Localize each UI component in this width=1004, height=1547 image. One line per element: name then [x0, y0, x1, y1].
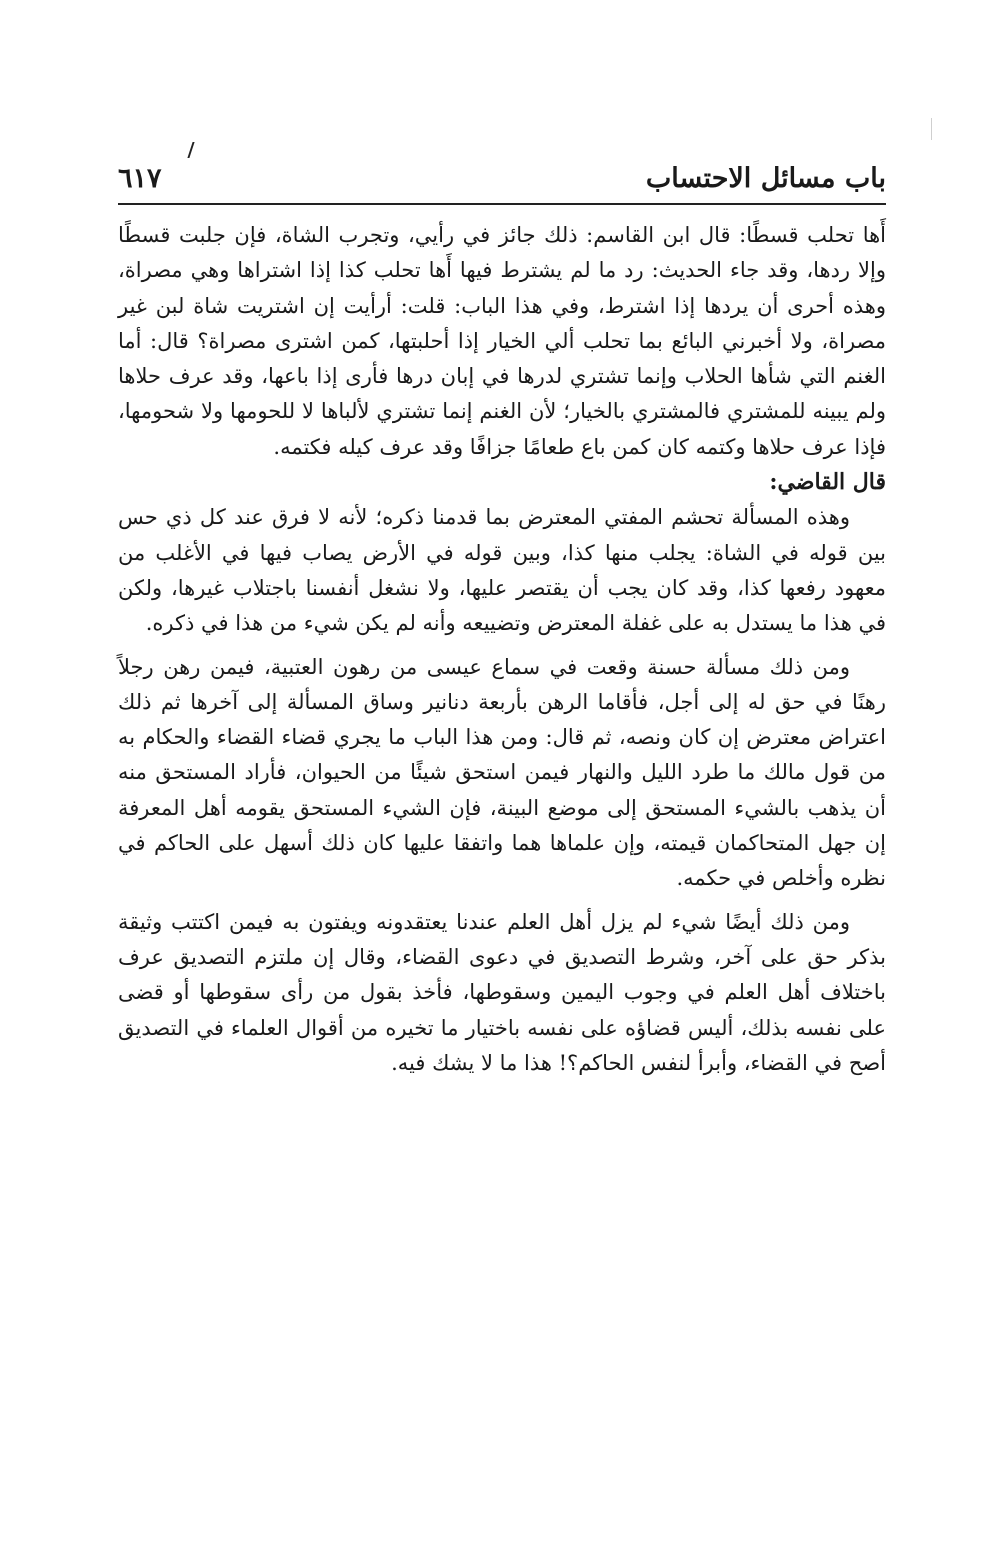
page-body — [118, 218, 886, 1081]
header-rule — [118, 203, 886, 205]
page-number: ٦١٧ — [118, 163, 162, 194]
page-header — [118, 150, 886, 194]
section-heading: قال القاضي: — [769, 469, 886, 496]
body-paragraph: ومن ذلك أيضًا شيء لم يزل أهل العلم عندنا يعتقدونه ويفتون به فيمن اكتتب وثيقة بذكر حق على آخر، وشرط التصديق في دعوى القضاء، وقال إن ملتزم التصديق عرف باختلاف أهل العلم في وجوب اليمين وسقوطها، فأخذ بقول من رأى سقوطها أو قضى على نفسه بذلك، أليس قضاؤه على نفسه باختيار ما تخيره من أقوال العلماء في التصديق أصح في القضاء، وأبرأ لنفس الحاكم؟! هذا ما لا يشك فيه. — [118, 909, 886, 1075]
body-paragraph: وهذه المسألة تحشم المفتي المعترض بما قدمنا ذكره؛ لأنه لا فرق عند كل ذي حس بين قوله في الشاة: يجلب منها كذا، وبين قوله في الأرض يصاب فيها في الأغلب من معهود رفعها كذا، وقد كان يجب أن يقتصر عليها، ولا نشغل أنفسنا باجتلاب غيرها، ولكن في هذا ما يستدل به على غفلة المعترض وتضييعه وأنه لم يكن شيء من هذا في ذكره. — [118, 505, 886, 636]
body-paragraph: ومن ذلك مسألة حسنة وقعت في سماع عيسى من رهون العتبية، فيمن رهن رجلاً رهنًا في حق له إلى أجل، فأقاما الرهن بأربعة دنانير وساق المسألة إلى آخرها ثم ذلك اعتراض معترض إن كان ونصه، ثم قال: ومن هذا الباب ما يجري قضاء القضاء والحكام به من قول مالك ما طرد الليل والنهار فيمن استحق شيئًا من الحيوان، فأراد المستحق منه أن يذهب بالشيء المستحق إلى موضع البينة، فإن الشيء المستحق يقومه أهل المعرفة إن جهل المتحاكمان قيمته، وإن علماها هما واتفقا عليها كان ذلك أسهل على الحاكم في نظره وأخلص في حكمه. — [118, 654, 886, 891]
margin-mark — [931, 118, 932, 140]
running-title: باب مسائل الاحتساب — [645, 163, 886, 194]
body-paragraph: أَها تحلب قسطًا: قال ابن القاسم: ذلك جائز في رأيي، وتجرب الشاة، فإن جلبت قسطًا وإلا ردها، وقد جاء الحديث: رد ما لم يشترط فيها أَها تحلب كذا إذا اشتراها وهي مصراة، وهذه أحرى أن يردها إذا اشترط، وفي هذا الباب: قلت: أرأيت إن اشتريت شاة لبن غير مصراة، ولا أخبرني البائع بما تحلب ألي الخيار إذا أحلبتها، كمن اشترى مصراة؟ قال: أما الغنم التي شأها الحلاب وإنما تشتري لدرها في إبان درها فأرى إذا باعها، وقد عرف حلاها ولم يبينه للمشتري فالمشتري بالخيار؛ لأن الغنم إنما تشتري لألباها لا للحومها ولا شحومها، فإذا عرف حلاها وكتمه كان كمن باع طعامًا جزافًا وقد عرف كيله فكتمه. — [118, 223, 886, 459]
